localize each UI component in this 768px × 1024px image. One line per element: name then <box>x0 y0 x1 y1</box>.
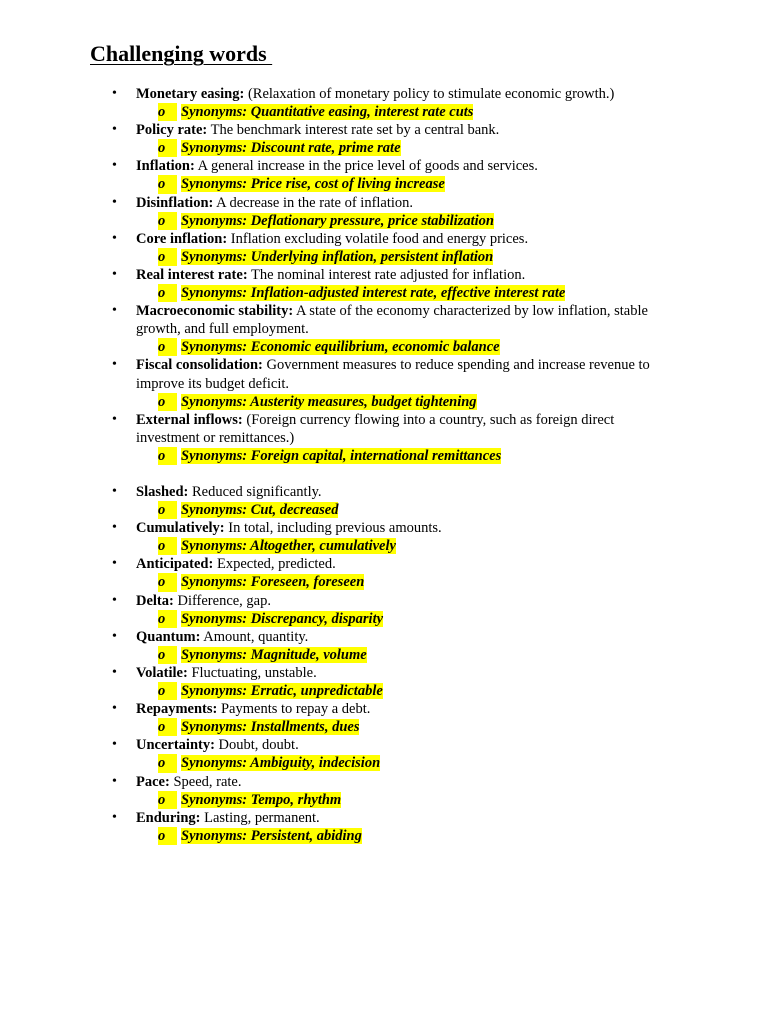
document-title: Challenging words <box>90 41 273 66</box>
list-item <box>0 194 768 212</box>
bullet-icon: • <box>112 303 117 319</box>
sub-bullet-icon: o <box>158 646 177 664</box>
term-definition: The nominal interest rate adjusted for inflation. <box>251 266 526 283</box>
list-item <box>0 555 768 573</box>
term-name: Disinflation: <box>136 194 214 211</box>
sub-bullet-icon: o <box>158 175 177 193</box>
term-definition: (Foreign currency flowing into a country, such as foreign direct investment or remittances.) <box>136 411 615 446</box>
synonym-line <box>0 175 768 193</box>
sub-bullet-icon: o <box>158 754 177 772</box>
term-name: External inflows: <box>136 411 243 428</box>
bullet-icon: • <box>112 628 117 644</box>
bullet-icon: • <box>112 86 117 101</box>
bullet-icon: • <box>112 773 117 789</box>
term-name: Core inflation: <box>136 230 228 247</box>
term-name: Volatile: <box>136 664 188 681</box>
sub-bullet-icon: o <box>158 827 177 845</box>
term-definition: Speed, rate. <box>173 773 242 790</box>
synonym-line <box>0 393 768 411</box>
bullet-icon: • <box>112 194 117 210</box>
synonyms-text: Synonyms: Persistent, abiding <box>181 827 362 844</box>
bullet-icon: • <box>112 701 117 717</box>
synonyms-text: Synonyms: Ambiguity, indecision <box>181 755 381 772</box>
term-name: Inflation: <box>136 158 195 175</box>
term-name: Policy rate: <box>136 122 208 139</box>
term-definition: Payments to repay a debt. <box>220 701 371 718</box>
bullet-icon: • <box>112 266 117 282</box>
sub-bullet-icon: o <box>158 338 177 356</box>
synonyms-text: Synonyms: Quantitative easing, interest rate cuts <box>181 104 474 121</box>
term-definition: Government measures to reduce spending and increase revenue to improve its budget deficit. <box>136 357 650 392</box>
term-definition: In total, including previous amounts. <box>228 520 442 537</box>
synonym-line <box>0 754 768 772</box>
synonyms-text: Synonyms: Erratic, unpredictable <box>181 683 383 700</box>
bullet-icon: • <box>112 230 117 246</box>
list-item <box>0 230 768 248</box>
synonyms-text: Synonyms: Cut, decreased <box>181 502 339 519</box>
sub-bullet-icon: o <box>158 501 177 519</box>
sub-bullet-icon: o <box>158 284 177 302</box>
sub-bullet-icon: o <box>158 248 177 266</box>
sub-bullet-icon: o <box>158 103 177 121</box>
synonyms-text: Synonyms: Underlying inflation, persistent inflation <box>181 248 494 265</box>
list-item <box>0 592 768 610</box>
term-name: Cumulatively: <box>136 520 225 537</box>
synonym-line <box>0 212 768 230</box>
term-name: Macroeconomic stability: <box>136 303 294 320</box>
bullet-icon: • <box>112 357 117 373</box>
synonym-line <box>0 338 768 356</box>
synonyms-text: Synonyms: Price rise, cost of living increase <box>181 176 445 193</box>
list-item <box>0 483 768 501</box>
synonym-line <box>0 501 768 519</box>
synonyms-text: Synonyms: Discrepancy, disparity <box>181 610 384 627</box>
synonym-line <box>0 139 768 157</box>
term-name: Delta: <box>136 592 174 609</box>
bullet-icon: • <box>112 122 117 138</box>
list-item <box>0 356 768 392</box>
synonym-line <box>0 791 768 809</box>
bullet-icon: • <box>112 158 117 174</box>
synonym-line <box>0 248 768 266</box>
bullet-icon: • <box>112 737 117 753</box>
sub-bullet-icon: o <box>158 393 177 411</box>
term-definition: Lasting, permanent. <box>204 809 320 826</box>
sub-bullet-icon: o <box>158 212 177 230</box>
bullet-icon: • <box>112 664 117 680</box>
list-item <box>0 411 768 447</box>
term-name: Repayments: <box>136 701 218 718</box>
bullet-icon: • <box>112 484 117 499</box>
sub-bullet-icon: o <box>158 573 177 591</box>
list-item <box>0 736 768 754</box>
term-list-economic <box>0 85 768 465</box>
synonyms-text: Synonyms: Deflationary pressure, price stabilization <box>181 212 494 229</box>
list-item <box>0 266 768 284</box>
synonym-line <box>0 447 768 465</box>
term-definition: Doubt, doubt. <box>218 737 299 754</box>
list-item <box>0 700 768 718</box>
list-item <box>0 157 768 175</box>
term-definition: Amount, quantity. <box>203 628 309 645</box>
term-definition: Reduced significantly. <box>192 484 322 500</box>
list-item <box>0 628 768 646</box>
sub-bullet-icon: o <box>158 139 177 157</box>
bullet-icon: • <box>112 411 117 427</box>
sub-bullet-icon: o <box>158 791 177 809</box>
term-name: Fiscal consolidation: <box>136 357 263 374</box>
list-item <box>0 664 768 682</box>
sub-bullet-icon: o <box>158 537 177 555</box>
synonyms-text: Synonyms: Foreign capital, international remittances <box>181 447 502 464</box>
synonyms-text: Synonyms: Foreseen, foreseen <box>181 574 365 591</box>
synonym-line <box>0 573 768 591</box>
bullet-icon: • <box>112 556 117 572</box>
sub-bullet-icon: o <box>158 447 177 465</box>
sub-bullet-icon: o <box>158 610 177 628</box>
term-definition: Difference, gap. <box>177 592 271 609</box>
synonym-line <box>0 682 768 700</box>
term-definition: A general increase in the price level of goods and services. <box>197 158 538 175</box>
sub-bullet-icon: o <box>158 718 177 736</box>
term-definition: Inflation excluding volatile food and energy prices. <box>230 230 529 247</box>
term-definition: The benchmark interest rate set by a central bank. <box>210 122 500 139</box>
list-item <box>0 302 768 338</box>
term-name: Uncertainty: <box>136 737 215 754</box>
synonym-line <box>0 284 768 302</box>
term-name: Enduring: <box>136 809 201 826</box>
term-list-general <box>0 483 768 845</box>
synonyms-text: Synonyms: Tempo, rhythm <box>181 791 342 808</box>
sub-bullet-icon: o <box>158 682 177 700</box>
bullet-icon: • <box>112 520 117 536</box>
bullet-icon: • <box>112 809 117 825</box>
bullet-icon: • <box>112 592 117 608</box>
term-name: Pace: <box>136 773 170 790</box>
term-name: Anticipated: <box>136 556 214 573</box>
synonym-line <box>0 103 768 121</box>
synonyms-text: Synonyms: Discount rate, prime rate <box>181 140 401 157</box>
term-definition: Expected, predicted. <box>216 556 336 573</box>
term-definition: (Relaxation of monetary policy to stimulate economic growth.) <box>247 86 615 102</box>
term-name: Quantum: <box>136 628 201 645</box>
synonyms-text: Synonyms: Inflation-adjusted interest rate, effective interest rate <box>181 285 566 302</box>
list-item <box>0 519 768 537</box>
term-definition: A state of the economy characterized by low inflation, stable growth, and full employment. <box>136 303 648 338</box>
term-definition: Fluctuating, unstable. <box>191 664 317 681</box>
synonym-line <box>0 610 768 628</box>
term-name: Slashed: <box>136 484 189 500</box>
term-name: Monetary easing: <box>136 86 245 102</box>
list-item <box>0 809 768 827</box>
synonyms-text: Synonyms: Installments, dues <box>181 719 360 736</box>
synonym-line <box>0 537 768 555</box>
term-definition: A decrease in the rate of inflation. <box>216 194 414 211</box>
synonyms-text: Synonyms: Altogether, cumulatively <box>181 538 396 555</box>
synonyms-text: Synonyms: Magnitude, volume <box>181 646 367 663</box>
synonym-line <box>0 646 768 664</box>
term-name: Real interest rate: <box>136 266 248 283</box>
synonyms-text: Synonyms: Economic equilibrium, economic balance <box>181 339 500 356</box>
list-item <box>0 773 768 791</box>
list-item <box>0 121 768 139</box>
list-item <box>0 85 768 103</box>
synonym-line <box>0 827 768 845</box>
synonyms-text: Synonyms: Austerity measures, budget tightening <box>181 393 477 410</box>
synonym-line <box>0 718 768 736</box>
